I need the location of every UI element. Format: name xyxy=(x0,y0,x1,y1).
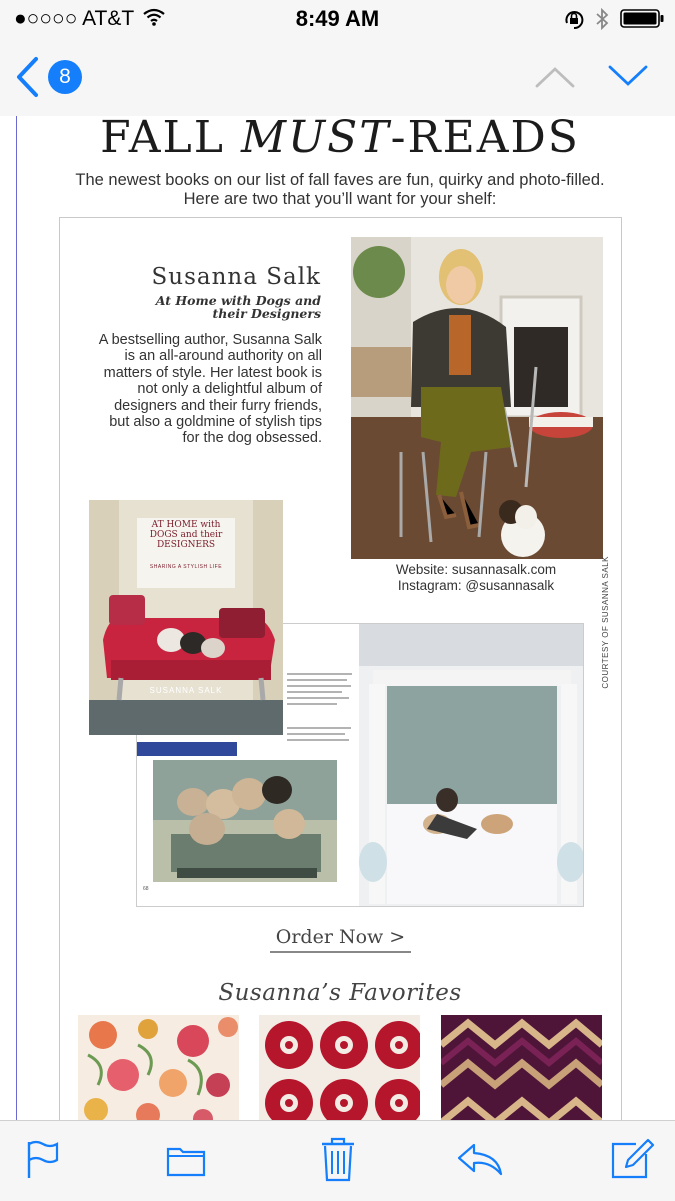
carrier-signal: ●○○○○ AT&T xyxy=(14,7,135,30)
author-bio: A bestselling author, Susanna Salk is an all-around authority on all matters of style. Her latest book is not only a delightful album of designers and their furry friends, but also a goldmine of stylish tips for the dog obsessed. xyxy=(98,332,322,447)
bluetooth-icon xyxy=(594,8,610,30)
book-title: At Home with Dogs and their Designers xyxy=(155,293,321,321)
fabric-swatch-floral[interactable] xyxy=(78,1015,239,1120)
headline: FALL MUST-READS xyxy=(100,116,580,163)
up-arrow-icon[interactable] xyxy=(535,66,575,88)
back-chevron-icon[interactable] xyxy=(14,56,40,98)
favorites-heading: Susanna’s Favorites xyxy=(218,980,462,1006)
cover-subtitle: SHARING A STYLISH LIFE xyxy=(149,564,223,570)
clock: 8:49 AM xyxy=(295,6,380,31)
website-link[interactable]: Website: susannasalk.com xyxy=(395,562,557,577)
book-cover-image[interactable] xyxy=(89,500,283,735)
folder-icon[interactable] xyxy=(166,1143,206,1177)
flag-icon[interactable] xyxy=(26,1140,60,1180)
photo-credit: COURTESY OF SUSANNA SALK xyxy=(601,556,610,689)
author-name: Susanna Salk xyxy=(151,264,321,290)
author-photo[interactable] xyxy=(351,237,603,559)
content-margin-line xyxy=(16,116,17,1120)
fabric-swatch-chevron[interactable] xyxy=(441,1015,602,1120)
down-arrow-icon[interactable] xyxy=(608,64,648,86)
instagram-link[interactable]: Instagram: @susannasalk xyxy=(397,578,555,593)
fabric-swatch-medallion[interactable] xyxy=(259,1015,420,1120)
mail-toolbar xyxy=(0,1120,675,1201)
reply-icon[interactable] xyxy=(456,1141,504,1177)
order-now-link[interactable]: Order Now > xyxy=(270,926,411,953)
compose-icon[interactable] xyxy=(610,1136,656,1182)
unread-count-badge[interactable]: 8 xyxy=(48,60,82,94)
lock-rotation-icon xyxy=(563,9,585,31)
svg-text:68: 68 xyxy=(143,886,149,892)
mail-nav-bar xyxy=(0,40,675,117)
email-body[interactable] xyxy=(0,116,675,1120)
headline-subtitle: The newest books on our list of fall faves are fun, quirky and photo-filled. Here are two that you’ll want for your shelf: xyxy=(75,171,605,208)
cover-title: AT HOME with DOGS and their DESIGNERS xyxy=(149,520,223,550)
battery-icon xyxy=(620,9,666,29)
cover-author: SUSANNA SALK xyxy=(149,686,223,695)
trash-icon[interactable] xyxy=(320,1136,356,1182)
status-bar xyxy=(0,0,675,40)
